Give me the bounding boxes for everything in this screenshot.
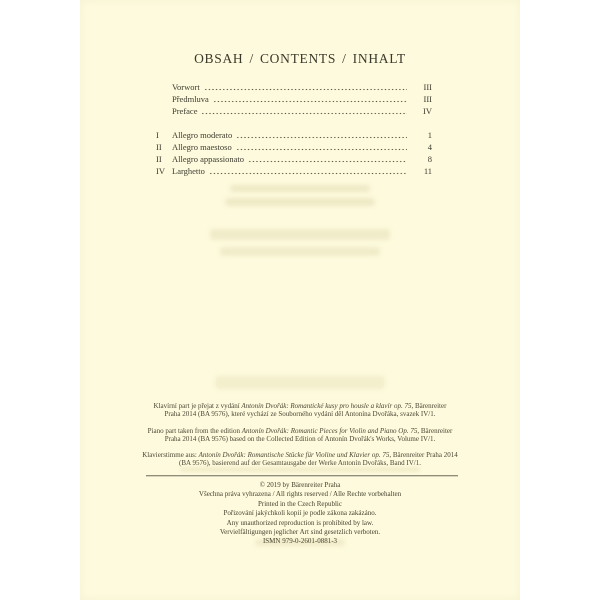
toc-row: [156, 129, 432, 141]
toc-page-number: 4: [427, 142, 432, 152]
copyright-line: Printed in the Czech Republic: [258, 499, 342, 508]
table-of-contents: [156, 81, 432, 177]
toc-numeral: IV: [156, 166, 165, 176]
footnote-text: Klavírní part je přejat z vydání: [153, 402, 242, 410]
toc-row: [156, 165, 432, 177]
toc-row: [156, 81, 432, 93]
footnote-text: Klavierstimme aus:: [142, 451, 199, 460]
dot-leader: [204, 88, 407, 91]
footnote-czech: [108, 402, 492, 419]
copyright-line: ISMN 979-0-2601-0881-3: [262, 537, 338, 546]
toc-numeral: II: [156, 142, 162, 152]
toc-page-number: III: [423, 82, 432, 92]
toc-numeral: [156, 81, 172, 93]
toc-numeral: [156, 93, 172, 105]
toc-numeral: I: [156, 130, 159, 140]
toc-label: Larghetto: [172, 166, 205, 176]
footnote-edition-title: Antonín Dvořák: Romantické kusy pro housle a klavír op. 75: [241, 402, 412, 410]
toc-label: Allegro moderato: [172, 130, 233, 140]
toc-page-number: 11: [423, 166, 432, 176]
footnote-text: , Bärenreiter Praha 2014: [389, 451, 458, 460]
copyright-line: © 2019 by Bärenreiter Praha: [259, 481, 341, 489]
footnote-german: [108, 451, 492, 468]
bleed-through-ghost: [230, 185, 370, 192]
dot-leader: [248, 160, 407, 163]
toc-group-gap: [156, 117, 432, 129]
toc-label: Předmluva: [172, 94, 209, 104]
copyright-line: Vervielfältigungen jeglicher Art sind gesetzlich verboten.: [219, 528, 381, 537]
dot-leader: [209, 172, 407, 175]
contents-title: OBSAH / CONTENTS / INHALT: [194, 51, 406, 66]
toc-numeral: [156, 105, 172, 117]
bleed-through-ghost: [225, 198, 375, 206]
toc-label: Allegro maestoso: [172, 142, 232, 152]
footnote-text: Praha 2014 (BA 9576) based on the Collected Edition of Antonín Dvořák's Works, Volume IV/1.: [164, 434, 436, 443]
dot-leader: [213, 100, 407, 103]
footnote-text: Piano part taken from the edition: [147, 426, 242, 435]
bleed-through-ghost: [210, 229, 390, 240]
toc-label: Preface: [172, 106, 198, 116]
footnote-text: , Bärenreiter: [411, 402, 447, 410]
toc-label: Vorwort: [172, 82, 200, 92]
toc-page-number: III: [423, 94, 432, 104]
copyright-line: Pořizování jakýchkoli kopií je podle zákona zakázáno.: [223, 509, 377, 518]
toc-row: [156, 105, 432, 117]
footnote-text: (BA 9576), basierend auf der Gesamtausgabe der Werke Antonín Dvořáks, Band IV/1.: [179, 459, 421, 468]
toc-row: [156, 141, 432, 153]
toc-row: [156, 93, 432, 105]
toc-page-number: 8: [427, 154, 432, 164]
toc-page-number: 1: [427, 130, 432, 140]
footnote-english: [108, 427, 492, 444]
toc-label: Allegro appassionato: [172, 154, 244, 164]
footnote-text: Praha 2014 (BA 9576), které vychází ze Souborného vydání děl Antonína Dvořáka, svazek IV/1.: [164, 410, 436, 419]
copyright-line: Všechna práva vyhrazena / All rights reserved / Alle Rechte vorbehalten: [198, 490, 402, 499]
dot-leader: [236, 136, 407, 139]
bleed-through-ghost: [220, 247, 380, 256]
source-footnotes: [108, 402, 492, 476]
dot-leader: [201, 112, 407, 115]
copyright-line: Any unauthorized reproduction is prohibited by law.: [226, 518, 374, 527]
bleed-through-ghost: [215, 376, 385, 389]
footnote-edition-title: Antonín Dvořák: Romantic Pieces for Violin and Piano Op. 75: [241, 426, 418, 435]
toc-page-number: IV: [423, 106, 432, 116]
toc-row: [156, 153, 432, 165]
dot-leader: [236, 148, 407, 151]
footnote-text: , Bärenreiter: [417, 426, 453, 435]
divider-rule: [146, 475, 458, 476]
copyright-block: [80, 481, 520, 547]
footnote-edition-title: Antonín Dvořák: Romantische Stücke für Violine und Klavier op. 75: [198, 451, 390, 460]
toc-numeral: II: [156, 154, 162, 164]
scanned-page: [80, 0, 520, 600]
